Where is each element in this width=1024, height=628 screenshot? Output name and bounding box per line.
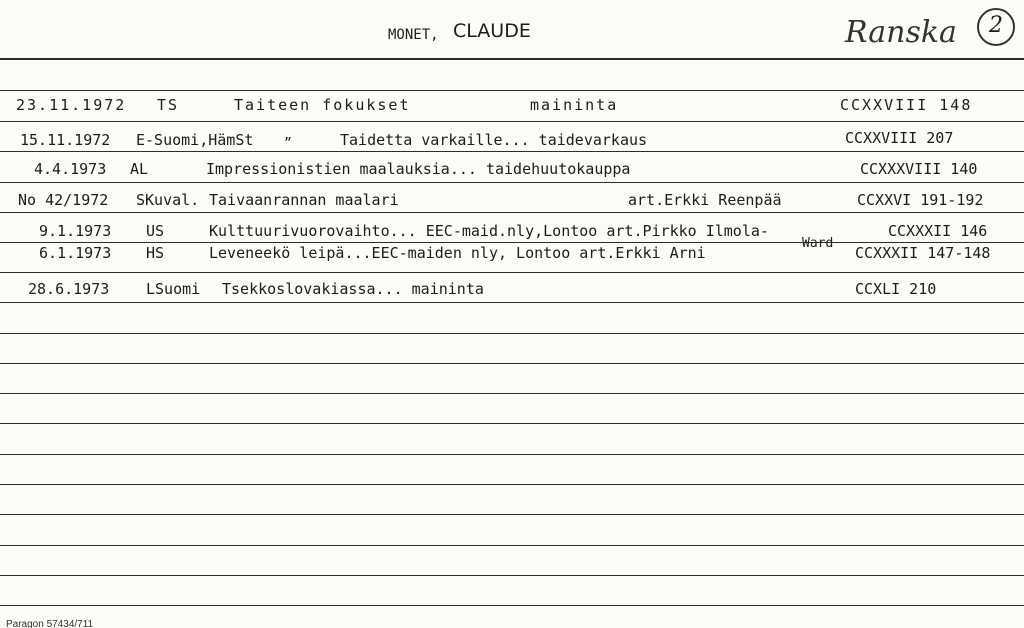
subject-name-handwritten: CLAUDE: [453, 20, 531, 42]
entry-source: AL: [130, 160, 149, 178]
entry-reference: CCXXXII 147-148: [855, 244, 991, 262]
line-rule: [0, 182, 1024, 183]
line-rule: [0, 575, 1024, 576]
entry-date: 6.1.1973: [39, 244, 112, 262]
entry-source: LSuomi: [146, 280, 201, 298]
entry-source: US: [146, 222, 165, 240]
line-rule: [0, 333, 1024, 334]
entry-note: art.Erkki Reenpää: [628, 191, 782, 209]
line-rule: [0, 272, 1024, 273]
entry-source: TS: [157, 96, 180, 114]
superscript-note: Ward: [802, 236, 834, 251]
entry-reference: CCXXVI 191-192: [857, 191, 984, 209]
entry-date: 15.11.1972: [20, 131, 111, 149]
line-rule: [0, 393, 1024, 394]
entry-reference: CCXXVIII 207: [845, 129, 954, 147]
line-rule: [0, 423, 1024, 424]
line-rule: [0, 90, 1024, 91]
line-rule: [0, 484, 1024, 485]
line-rule: [0, 212, 1024, 213]
header-rule: [0, 58, 1024, 60]
entry-title: Tsekkoslovakiassa... maininta: [222, 280, 484, 298]
entry-title: Kulttuurivuorovaihto... EEC-maid.nly,Lontoo art.Pirkko Ilmola-: [209, 222, 769, 240]
line-rule: [0, 454, 1024, 455]
entry-reference: CCXXVIII 148: [840, 96, 973, 114]
handwritten-underline: [4, 151, 132, 152]
entry-date: 9.1.1973: [39, 222, 112, 240]
entry-title: Taidetta varkaille... taidevarkaus: [340, 131, 648, 149]
entry-reference: CCXXXII 146: [888, 222, 988, 240]
entry-title: Impressionistien maalauksia... taidehuutokauppa: [206, 160, 631, 178]
entry-source: HS: [146, 244, 165, 262]
line-rule: [0, 302, 1024, 303]
entry-note: maininta: [530, 96, 619, 114]
line-rule: [0, 605, 1024, 606]
entry-date: 28.6.1973: [28, 280, 110, 298]
entry-date: 4.4.1973: [34, 160, 107, 178]
entry-reference: CCXLI 210: [855, 280, 937, 298]
line-rule: [0, 242, 1024, 243]
entry-reference: CCXXXVIII 140: [860, 160, 978, 178]
entry-date: 23.11.1972: [16, 96, 127, 114]
line-rule: [0, 151, 1024, 152]
entry-title: Leveneekö leipä...EEC-maiden nly, Lontoo art.Erkki Arni: [209, 244, 706, 262]
line-rule: [0, 121, 1024, 122]
line-rule: [0, 363, 1024, 364]
line-rule: [0, 514, 1024, 515]
card-number-badge: 2: [977, 8, 1015, 46]
entry-source: SKuval.: [136, 191, 200, 209]
subject-name-typed: MONET,: [388, 27, 439, 43]
ditto-mark: ”: [284, 136, 292, 151]
line-rule: [0, 545, 1024, 546]
entry-title: Taiteen fokukset: [234, 96, 411, 114]
printer-footer: Paragon 57434/711: [6, 619, 94, 628]
entry-source: E-Suomi,HämSt: [136, 131, 254, 149]
entry-date: No 42/1972: [18, 191, 109, 209]
entry-title: Taivaanrannan maalari: [209, 191, 399, 209]
country-tag-handwritten: Ranska: [845, 15, 957, 50]
